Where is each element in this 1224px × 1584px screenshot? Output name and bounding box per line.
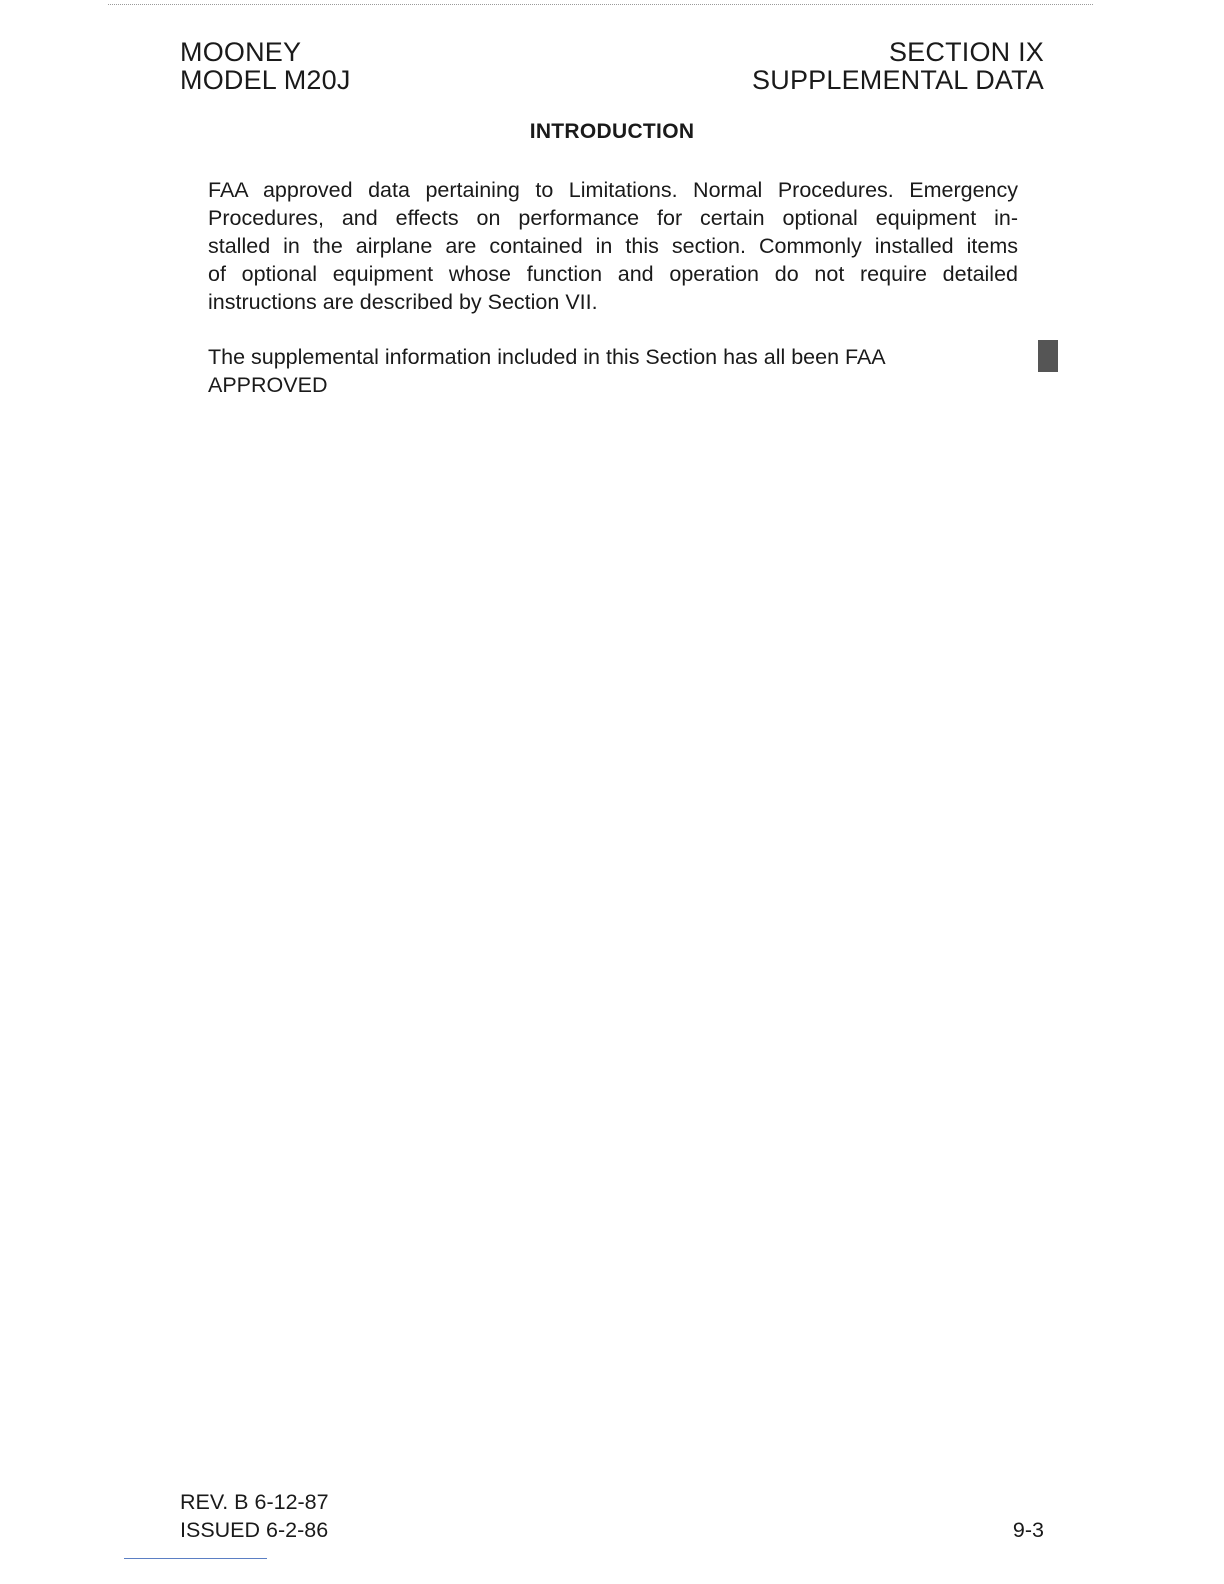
page-number: 9-3	[1012, 1518, 1044, 1542]
header-section	[752, 38, 1044, 94]
bottom-scan-rule	[124, 1558, 267, 1559]
top-border-rule	[108, 4, 1093, 5]
header-model: MODEL M20J	[180, 65, 351, 95]
footer-revision-info	[180, 1488, 329, 1544]
header-section-number: SECTION IX	[888, 37, 1044, 67]
revision-change-bar	[1038, 340, 1058, 372]
approval-paragraph	[208, 343, 1018, 399]
header-manufacturer: MOONEY	[180, 37, 302, 67]
approval-line: The supplemental information included in this Section has all been FAA	[208, 345, 886, 369]
footer-revision: REV. B 6-12-87	[180, 1490, 329, 1514]
intro-line: of optional equipment whose function and operation do not require detailed	[208, 262, 1018, 286]
header-section-title: SUPPLEMENTAL DATA	[752, 65, 1044, 95]
page-title: INTRODUCTION	[529, 120, 695, 143]
intro-paragraph	[208, 176, 1018, 316]
header-manufacturer-model	[180, 38, 351, 94]
intro-line: instructions are described by Section VII.	[208, 290, 598, 314]
approval-line: APPROVED	[208, 373, 328, 397]
intro-line: FAA approved data pertaining to Limitations. Normal Procedures. Emergency	[208, 178, 1018, 202]
footer-issued: ISSUED 6-2-86	[180, 1518, 329, 1542]
intro-line: stalled in the airplane are contained in this section. Commonly installed items	[208, 234, 1018, 258]
intro-line: Procedures, and effects on performance for certain optional equipment in-	[208, 206, 1018, 230]
